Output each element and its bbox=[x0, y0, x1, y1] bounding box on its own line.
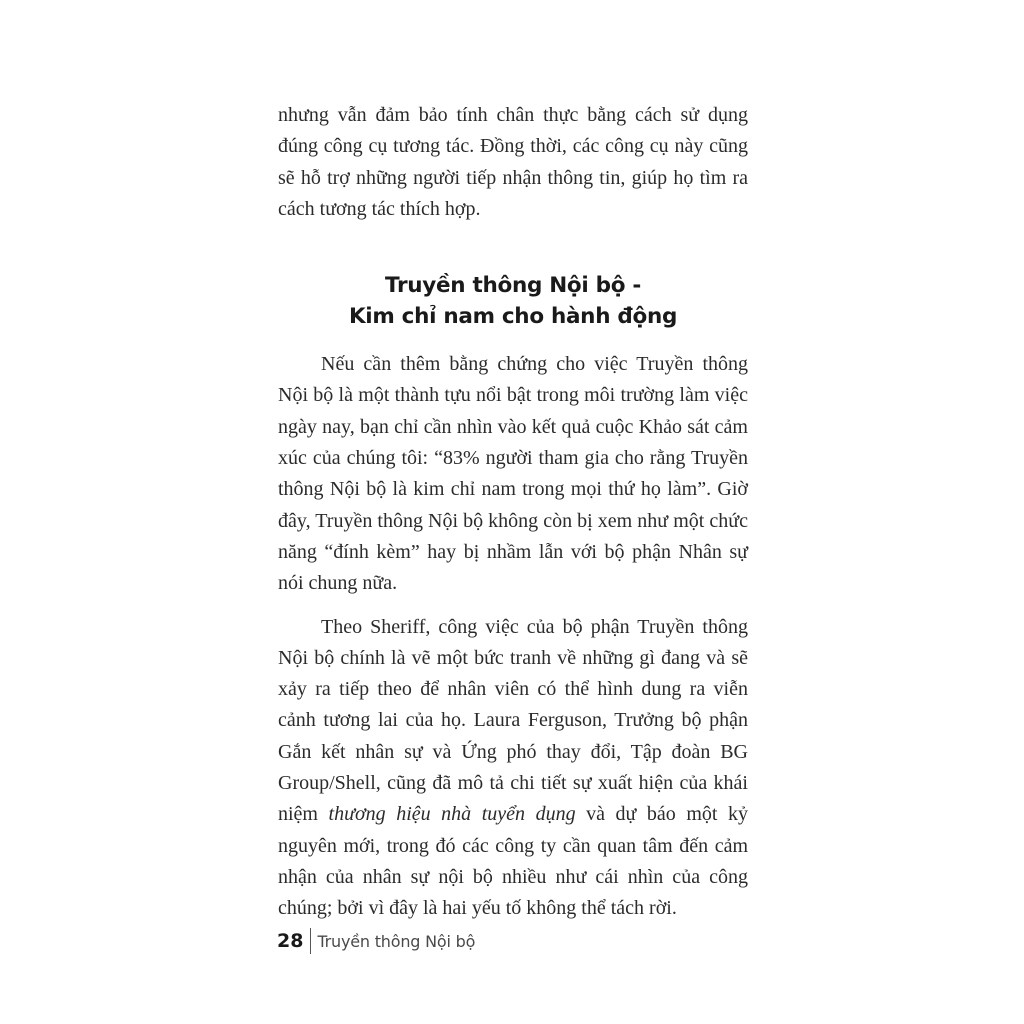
paragraph-sheriff bbox=[278, 612, 748, 925]
page-footer bbox=[277, 926, 475, 956]
page-number: 28 bbox=[277, 930, 304, 952]
section-heading-line-2: Kim chỉ nam cho hành động bbox=[348, 304, 678, 330]
employer-brand-term: thương hiệu nhà tuyển dụng bbox=[328, 803, 576, 826]
running-title: Truyền thông Nội bộ bbox=[317, 931, 476, 951]
paragraph-sheriff-part-1: Theo Sheriff, công việc của bộ phận Truyền thông Nội bộ chính là vẽ một bức tranh về những gì đang và sẽ xảy ra tiếp theo để nhân viên có thể hình dung ra viễn cảnh tương lai của họ. Laura Ferguson, Trưởng bộ phận Gắn kết nhân sự và Ứng phó thay đổi, Tập đoàn BG Group/Shell, cũng đã mô tả chi tiết sự xuất hiện của khái niệm bbox=[278, 615, 748, 826]
section-heading bbox=[278, 270, 748, 332]
footer-divider bbox=[310, 928, 311, 954]
paragraph-sheriff-part-2: và dự báo một kỷ nguyên mới, trong đó các công ty cần quan tâm đến cảm nhận của nhân sự nội bộ nhiều như cái nhìn của công chúng; bởi vì đây là hai yếu tố không thể tách rời. bbox=[278, 803, 748, 920]
paragraph-survey: Nếu cần thêm bằng chứng cho việc Truyền thông Nội bộ là một thành tựu nổi bật trong môi trường làm việc ngày nay, bạn chỉ cần nhìn vào kết quả cuộc Khảo sát cảm xúc của chúng tôi: “83% người tham gia cho rằng Truyền thông Nội bộ là kim chỉ nam trong mọi thứ họ làm”. Giờ đây, Truyền thông Nội bộ không còn bị xem như một chức năng “đính kèm” hay bị nhầm lẫn với bộ phận Nhân sự nói chung nữa. bbox=[278, 353, 748, 595]
section-heading-line-1: Truyền thông Nội bộ - bbox=[384, 273, 642, 299]
book-page bbox=[278, 100, 748, 925]
paragraph-continued: nhưng vẫn đảm bảo tính chân thực bằng cách sử dụng đúng công cụ tương tác. Đồng thời, các công cụ này cũng sẽ hỗ trợ những người tiếp nhận thông tin, giúp họ tìm ra cách tương tác thích hợp. bbox=[278, 104, 748, 220]
